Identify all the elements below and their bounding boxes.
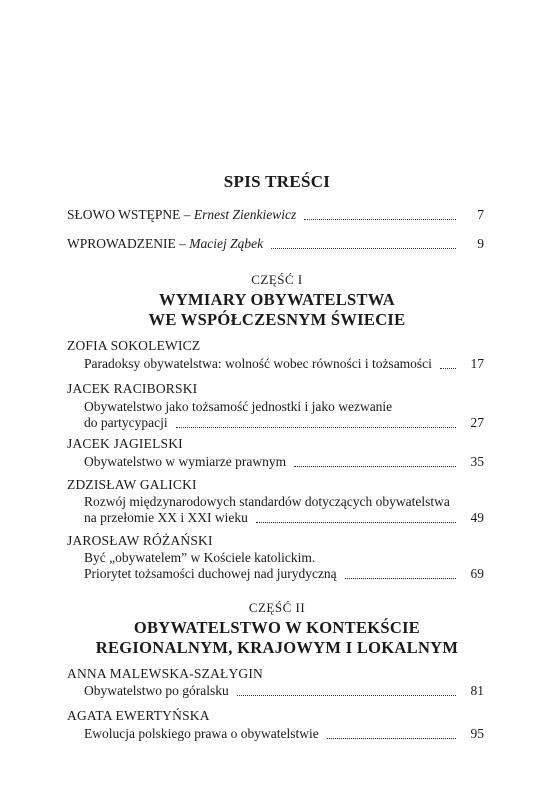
toc-entry bbox=[84, 414, 484, 432]
page-number: 17 bbox=[470, 356, 484, 371]
dot-leader bbox=[176, 427, 456, 428]
toc-entry bbox=[84, 453, 484, 471]
dot-leader bbox=[237, 695, 456, 696]
entry-title: Obywatelstwo w wymiarze prawnym bbox=[84, 454, 287, 469]
entry-title: Obywatelstwo po góralsku bbox=[84, 683, 229, 698]
entry-author: JACEK RACIBORSKI bbox=[67, 381, 198, 396]
toc-entry-foreword bbox=[67, 206, 484, 224]
toc-entry bbox=[84, 725, 484, 743]
entry-author: AGATA EWERTYŃSKA bbox=[67, 708, 210, 723]
dot-leader bbox=[304, 219, 456, 220]
entry-title: Być „obywatelem” w Kościele katolickim. bbox=[84, 550, 316, 565]
entry-author: ZDZISŁAW GALICKI bbox=[67, 477, 197, 492]
page-number: 35 bbox=[470, 454, 484, 469]
dot-leader bbox=[327, 738, 456, 739]
entry-label: SŁOWO WSTĘPNE – bbox=[67, 207, 194, 222]
entry-title: Paradoksy obywatelstwa: wolność wobec równości i tożsamości bbox=[84, 356, 432, 371]
dot-leader bbox=[440, 368, 456, 369]
dot-leader bbox=[345, 578, 456, 579]
entry-title: Priorytet tożsamości duchowej nad jurydyczną bbox=[84, 566, 337, 581]
part-title-line: OBYWATELSTWO W KONTEKŚCIE bbox=[133, 618, 421, 637]
dot-leader bbox=[294, 466, 456, 467]
entry-title: Obywatelstwo jako tożsamość jednostki i jako wezwanie bbox=[84, 399, 393, 414]
entry-author: Maciej Ząbek bbox=[189, 236, 264, 251]
entry-author: ANNA MALEWSKA-SZAŁYGIN bbox=[67, 666, 264, 681]
page-number: 69 bbox=[470, 566, 484, 581]
part-label: CZĘŚĆ I bbox=[251, 272, 303, 287]
dot-leader bbox=[256, 522, 456, 523]
part-title-line: REGIONALNYM, KRAJOWYM I LOKALNYM bbox=[95, 638, 459, 657]
page-number: 95 bbox=[470, 726, 484, 741]
entry-label: WPROWADZENIE – bbox=[67, 236, 190, 251]
entry-author: JAROSŁAW RÓŻAŃSKI bbox=[67, 533, 213, 548]
entry-title: Ewolucja polskiego prawa o obywatelstwie bbox=[84, 726, 319, 741]
toc-entry-introduction bbox=[67, 235, 484, 253]
entry-title: Rozwój międzynarodowych standardów dotyczących obywatelstwa bbox=[84, 494, 450, 509]
part-title-line: WYMIARY OBYWATELSTWA bbox=[159, 290, 395, 309]
toc-entry bbox=[84, 565, 484, 583]
part-label: CZĘŚĆ II bbox=[248, 600, 306, 615]
dot-leader bbox=[271, 248, 456, 249]
toc-entry bbox=[84, 509, 484, 527]
page-number: 9 bbox=[477, 236, 484, 251]
entry-author: ZOFIA SOKOLEWICZ bbox=[67, 338, 201, 353]
page-number: 49 bbox=[470, 510, 484, 525]
toc-entry bbox=[84, 355, 484, 373]
toc-title: SPIS TREŚCI bbox=[223, 172, 331, 191]
page-number: 27 bbox=[470, 415, 484, 430]
page-number: 81 bbox=[470, 683, 484, 698]
part-title-line: WE WSPÓŁCZESNYM ŚWIECIE bbox=[148, 310, 406, 329]
page-number: 7 bbox=[477, 207, 484, 222]
toc-entry bbox=[84, 682, 484, 700]
entry-title: na przełomie XX i XXI wieku bbox=[84, 510, 248, 525]
entry-author: Ernest Zienkiewicz bbox=[193, 207, 297, 222]
entry-title: do partycypacji bbox=[84, 415, 168, 430]
entry-author: JACEK JAGIELSKI bbox=[67, 436, 183, 451]
